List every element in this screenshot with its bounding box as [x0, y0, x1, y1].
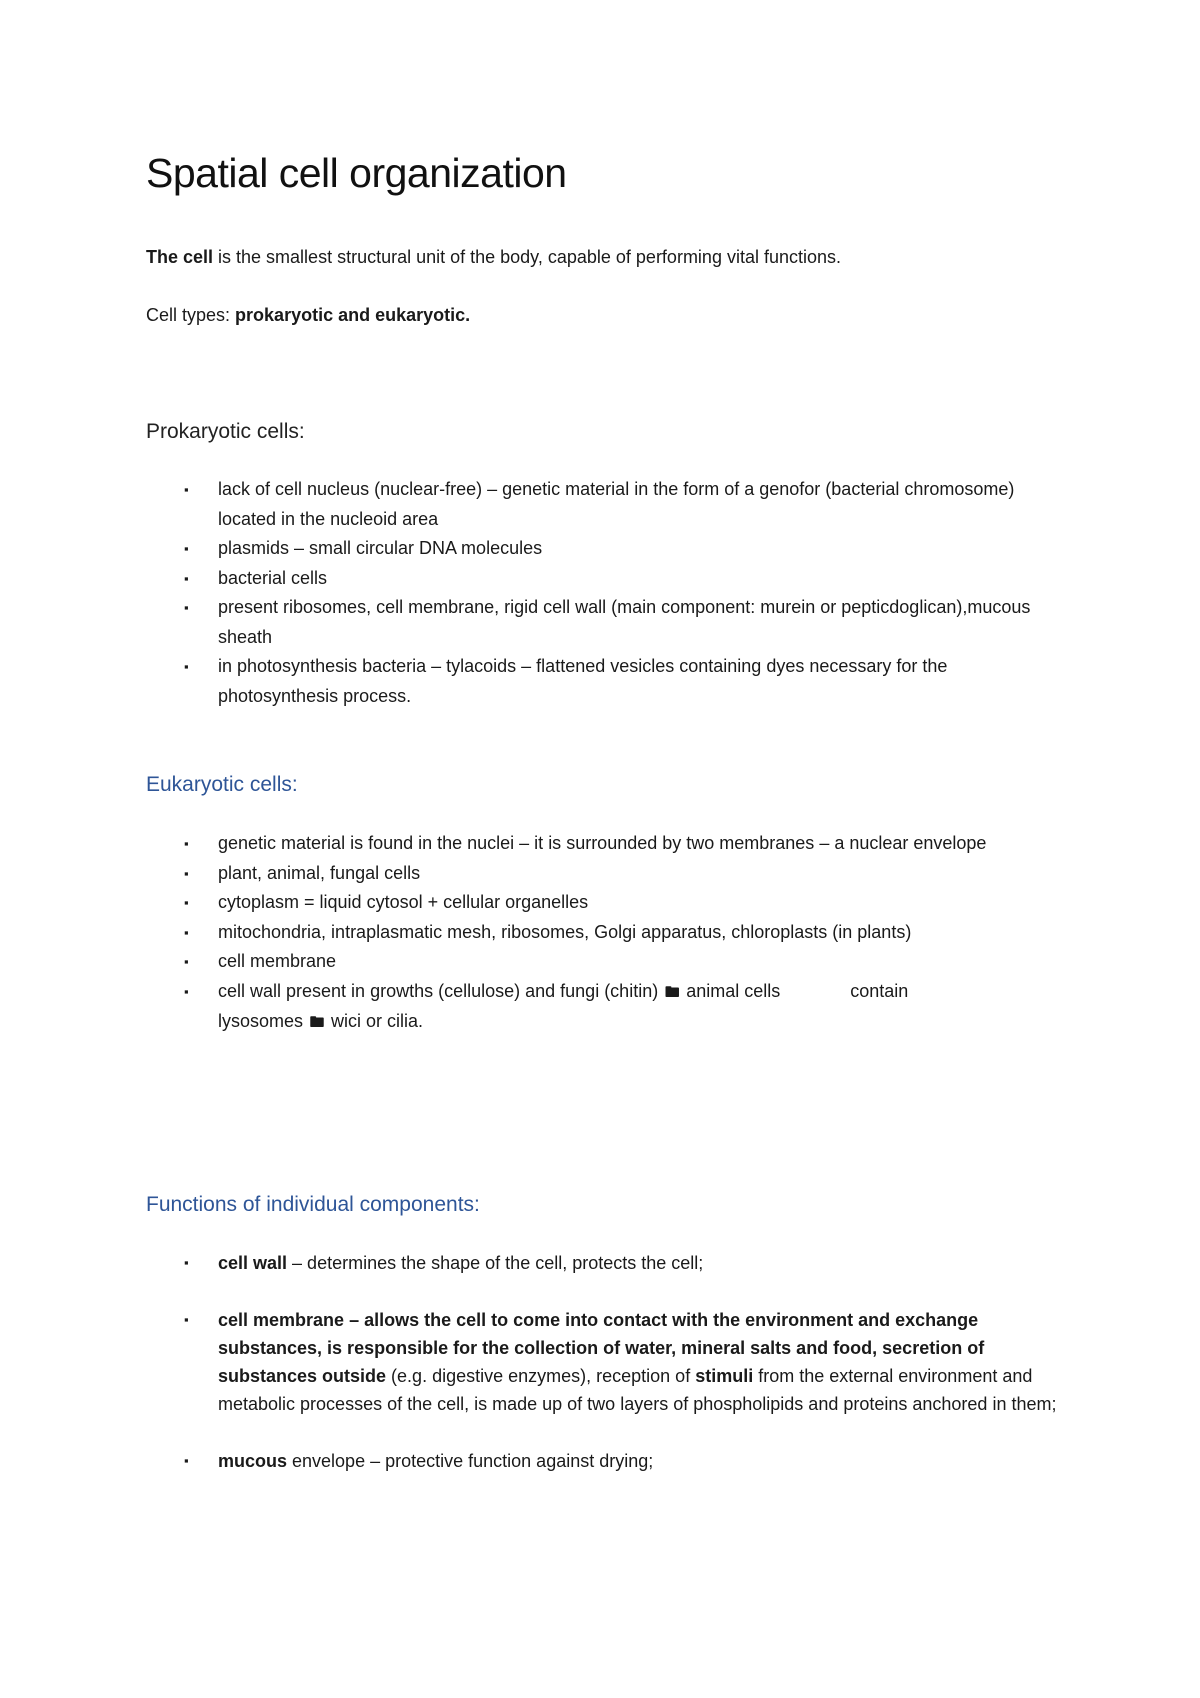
bullet-icon: ▪: [184, 1312, 189, 1327]
list-item: ▪ plasmids – small circular DNA molecules: [146, 534, 1066, 564]
page-title: Spatial cell organization: [146, 150, 567, 196]
list-item: ▪ plant, animal, fungal cells: [146, 859, 1066, 889]
bullet-icon: ▪: [184, 482, 189, 497]
mucous-term: mucous: [218, 1451, 288, 1471]
intro-paragraph: [146, 243, 841, 271]
list-item: ▪ cell wall – determines the shape of the cell, protects the cell;: [146, 1249, 1066, 1277]
bullet-icon: ▪: [184, 895, 189, 910]
list-item: ▪ in photosynthesis bacteria – tylacoids – flattened vesicles containing dyes necessary for the photosynthesis process.: [146, 652, 1066, 711]
list-item: ▪ bacterial cells: [146, 564, 1066, 594]
eukaryotic-list: [146, 829, 1066, 1038]
list-item: ▪ cell membrane – allows the cell to come into contact with the environment and exchange substances, is responsible for the collection of water, mineral salts and food, secretion of substances outside (e.g. digestive enzymes), reception of stimuli from the external environment and metabolic processes of the cell, is made up of two layers of phospholipids and proteins anchored in them;: [146, 1306, 1066, 1418]
bullet-icon: ▪: [184, 865, 189, 881]
bullet-icon: ▪: [184, 659, 189, 674]
functions-heading: Functions of individual components:: [146, 1193, 480, 1216]
cell-types-label: Cell types:: [146, 305, 236, 325]
cell-wall-term: cell wall: [218, 1253, 288, 1273]
list-item: ▪ cytoplasm = liquid cytosol + cellular organelles: [146, 888, 1066, 918]
folder-marker-icon: 🖿: [664, 983, 680, 1001]
prokaryotic-list: [146, 475, 1066, 711]
bullet-icon: ▪: [184, 1255, 189, 1270]
bullet-icon: ▪: [184, 600, 189, 615]
cell-types-value: prokaryotic and eukaryotic.: [235, 305, 471, 325]
intro-term: The cell: [146, 247, 214, 267]
list-item: ▪ mucous envelope – protective function against drying;: [146, 1447, 1066, 1475]
bullet-icon: ▪: [184, 570, 189, 586]
functions-list: [146, 1249, 1066, 1475]
eukaryotic-heading: Eukaryotic cells:: [146, 773, 298, 796]
bullet-icon: ▪: [184, 924, 189, 940]
list-item: ▪ cell wall present in growths (cellulose) and fungi (chitin) 🖿 animal cells contain lysosomes 🖿 wici or cilia.: [146, 977, 1066, 1038]
list-item: ▪ present ribosomes, cell membrane, rigid cell wall (main component: murein or pepticdoglican),mucous sheath: [146, 593, 1066, 652]
bullet-icon: ▪: [184, 954, 189, 969]
list-item: ▪ cell membrane: [146, 947, 1066, 977]
cell-membrane-term: cell membrane – allows the cell to come into contact with the environment and exchange substances, is responsible for the collection of water, mineral salts and food, secretion of substances outside: [218, 1310, 985, 1386]
bullet-icon: ▪: [184, 983, 189, 999]
cell-types-paragraph: [146, 301, 470, 329]
bullet-icon: ▪: [184, 836, 189, 851]
folder-marker-icon: 🖿: [309, 1014, 325, 1031]
bullet-icon: ▪: [184, 541, 189, 556]
intro-definition: is the smallest structural unit of the body, capable of performing vital functions.: [213, 247, 842, 267]
list-item: ▪ mitochondria, intraplasmatic mesh, ribosomes, Golgi apparatus, chloroplasts (in plants): [146, 918, 1066, 948]
list-item: ▪ genetic material is found in the nuclei – it is surrounded by two membranes – a nuclear envelope: [146, 829, 1066, 859]
bullet-icon: ▪: [184, 1453, 189, 1468]
list-item: ▪ lack of cell nucleus (nuclear-free) – genetic material in the form of a genofor (bacterial chromosome) located in the nucleoid area: [146, 475, 1066, 534]
prokaryotic-heading: Prokaryotic cells:: [146, 420, 305, 443]
